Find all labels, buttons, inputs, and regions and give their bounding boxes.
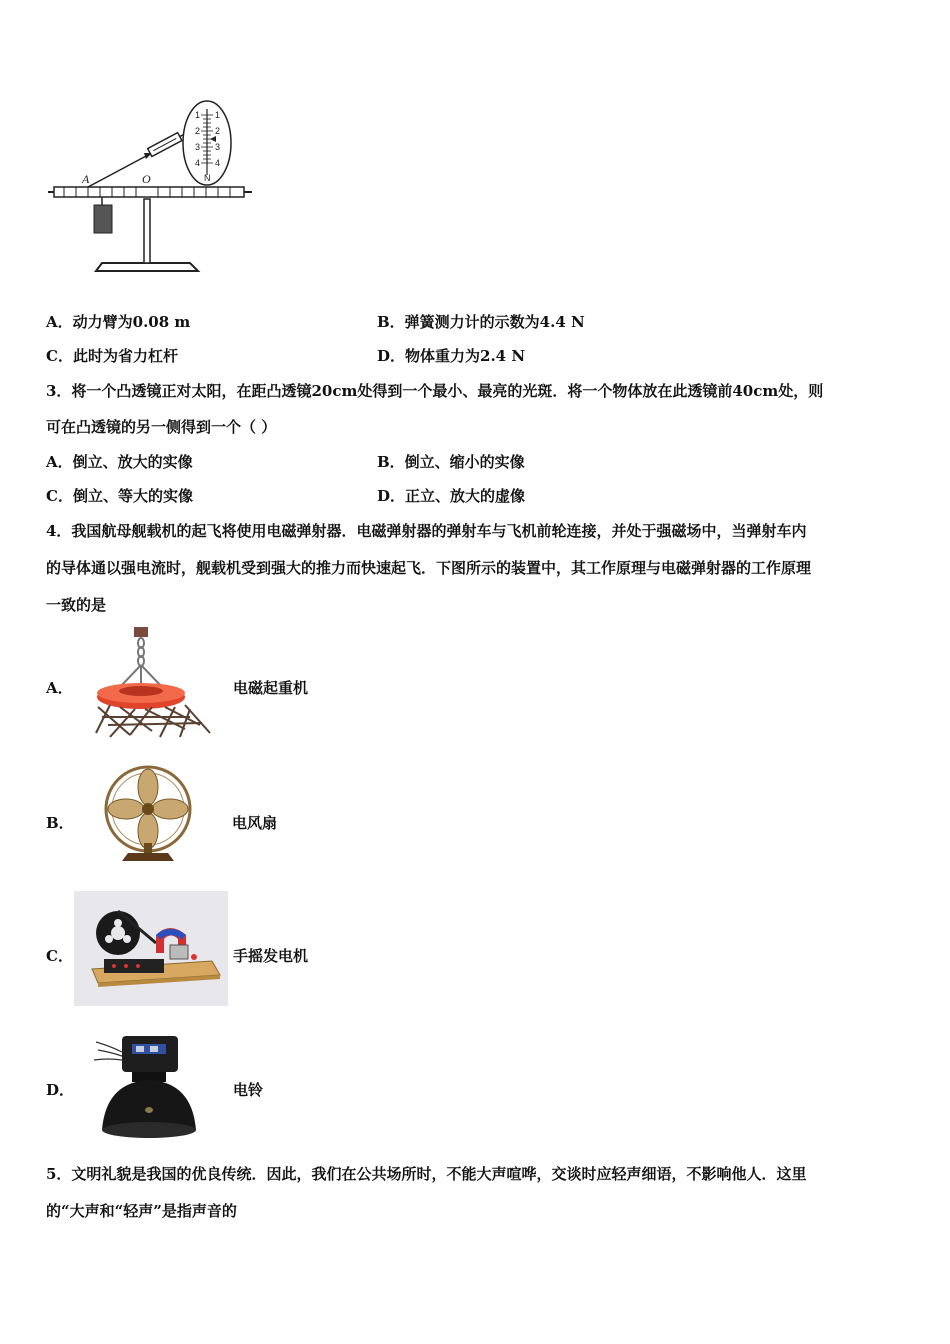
- q4-stem-line1: 4．我国航母舰载机的起飞将使用电磁弹射器．电磁弹射器的弹射车与飞机前轮连接，并处于强磁场中，当弹射车内: [46, 522, 807, 540]
- q2-option-d[interactable]: D．物体重力为2.4 N: [377, 347, 526, 365]
- q3-option-d[interactable]: D．正立、放大的虚像: [377, 487, 526, 505]
- q4-option-a-label[interactable]: 电磁起重机: [233, 679, 309, 697]
- lever-bar: [54, 187, 244, 197]
- stand-pole: [144, 199, 150, 263]
- q3-option-b[interactable]: B．倒立、缩小的实像: [377, 453, 525, 471]
- stand-base: [96, 263, 198, 271]
- electric-fan-image: [98, 765, 198, 863]
- q4-option-c-letter[interactable]: C．: [46, 947, 73, 965]
- point-a-label: A: [82, 172, 90, 186]
- hand-crank-generator-image: [74, 891, 228, 1006]
- q2-option-a[interactable]: A．动力臂为0.08 m: [46, 313, 191, 331]
- q4-stem-line2: 的导体通以强电流时，舰载机受到强大的推力而快速起飞．下图所示的装置中，其工作原理与电磁弹射器的工作原理: [46, 559, 812, 577]
- scale-tick-right-2: 2: [215, 126, 221, 136]
- scale-tick-left-4: 4: [195, 158, 201, 168]
- q4-option-d-letter[interactable]: D．: [46, 1081, 75, 1099]
- lever-spring-scale-figure: [40, 95, 270, 280]
- scale-tick-right-4: 4: [215, 158, 221, 168]
- q5-stem-line2: 的“大声和“轻声”是指声音的: [46, 1202, 237, 1220]
- scale-tick-left-2: 2: [195, 126, 201, 136]
- q3-option-c[interactable]: C．倒立、等大的实像: [46, 487, 193, 505]
- hanging-weight: [94, 205, 112, 233]
- q2-option-b[interactable]: B．弹簧测力计的示数为4.4 N: [377, 313, 585, 331]
- electromagnetic-crane-image: [90, 625, 215, 740]
- q3-stem-line1: 3．将一个凸透镜正对太阳，在距凸透镜20cm处得到一个最小、最亮的光斑．将一个物体放在此透镜前40cm处，则: [46, 382, 824, 400]
- scale-tick-left-1: 1: [195, 110, 201, 120]
- q4-option-c-label[interactable]: 手摇发电机: [233, 947, 309, 965]
- q4-option-d-label[interactable]: 电铃: [233, 1081, 264, 1099]
- q4-option-b-label[interactable]: 电风扇: [232, 814, 278, 832]
- electric-bell-image: [92, 1030, 207, 1140]
- scale-tick-right-1: 1: [215, 110, 221, 120]
- q5-stem-line1: 5．文明礼貌是我国的优良传统．因此，我们在公共场所时，不能大声喧哗，交谈时应轻声细语，不影响他人．这里: [46, 1165, 807, 1183]
- scale-tick-right-3: 3: [215, 142, 221, 152]
- q2-option-c[interactable]: C．此时为省力杠杆: [46, 347, 178, 365]
- pivot-o-label: O: [142, 172, 151, 186]
- q4-option-b-letter[interactable]: B．: [46, 814, 74, 832]
- q3-stem-line2: 可在凸透镜的另一侧得到一个（ ）: [46, 418, 277, 436]
- q4-stem-line3: 一致的是: [46, 596, 107, 614]
- scale-unit-label: N: [204, 173, 211, 183]
- q4-option-a-letter[interactable]: A．: [46, 679, 73, 697]
- q3-option-a[interactable]: A．倒立、放大的实像: [46, 453, 193, 471]
- scale-tick-left-3: 3: [195, 142, 201, 152]
